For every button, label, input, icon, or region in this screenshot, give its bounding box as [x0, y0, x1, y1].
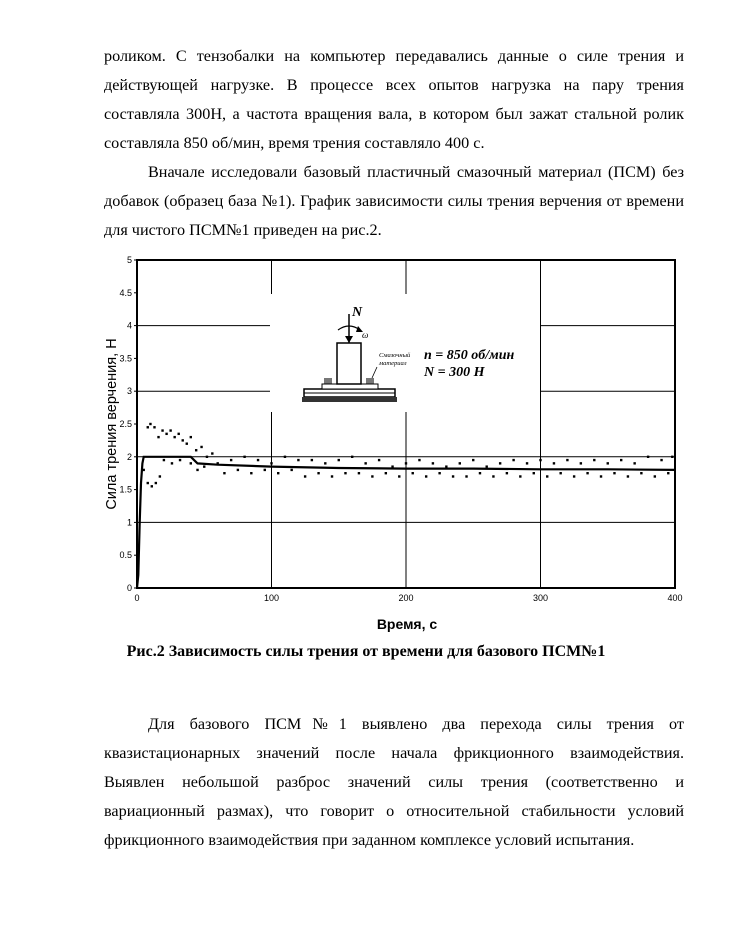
x-tick-label: 200 [398, 593, 414, 603]
friction-chart [96, 252, 696, 632]
data-point [270, 462, 272, 464]
data-point [607, 462, 609, 464]
data-point [371, 475, 373, 477]
data-point [169, 429, 171, 431]
inset-lubricant-left [324, 378, 332, 384]
data-point [539, 459, 541, 461]
x-axis-title: Время, с [376, 616, 438, 632]
x-tick-label: 100 [263, 593, 280, 603]
data-point [405, 462, 407, 464]
inset-base-hatch [302, 397, 397, 402]
data-point [459, 462, 461, 464]
data-point [378, 459, 380, 461]
data-point [667, 472, 669, 474]
inset-material-label-1: Смазочный [379, 352, 411, 359]
data-point [593, 459, 595, 461]
data-point [250, 472, 252, 474]
data-point [671, 456, 673, 458]
data-point [492, 475, 494, 477]
data-point [311, 459, 313, 461]
data-point [385, 472, 387, 474]
data-point [223, 472, 225, 474]
data-point [465, 475, 467, 477]
data-point [211, 452, 213, 454]
data-point [418, 459, 420, 461]
data-point [526, 462, 528, 464]
y-tick-label: 0 [126, 583, 132, 593]
data-point [159, 475, 161, 477]
data-point [479, 472, 481, 474]
data-point [660, 459, 662, 461]
y-tick-label: 2.5 [119, 419, 132, 429]
data-point [553, 462, 555, 464]
y-tick-label: 3 [126, 386, 132, 397]
data-point [627, 475, 629, 477]
y-tick-label: 1 [126, 517, 132, 528]
data-point [364, 462, 366, 464]
data-point [613, 472, 615, 474]
data-point [277, 472, 279, 474]
data-point [324, 462, 326, 464]
y-tick-label: 4 [126, 320, 132, 331]
data-point [284, 456, 286, 458]
data-point [304, 475, 306, 477]
inset-material-label-2: материал [379, 360, 407, 367]
data-point [264, 469, 266, 471]
data-point [338, 459, 340, 461]
y-tick-label: 2 [126, 451, 132, 462]
data-point [559, 472, 561, 474]
data-point [654, 475, 656, 477]
data-point [412, 472, 414, 474]
data-point [546, 475, 548, 477]
paragraph-1: роликом. С тензобалки на компьютер передавались данные о силе трения и действующей нагрузке. В процессе всех опытов нагрузка на пару трения составляла 300Н, а частота вращения вала, в котором был зажат стальной ролик составляла 850 об/мин, время трения составляло 400 с. [104, 47, 684, 152]
y-tick-label: 4.5 [119, 287, 132, 298]
data-point [358, 472, 360, 474]
data-point [519, 475, 521, 477]
data-point [165, 433, 167, 435]
data-point [573, 475, 575, 477]
data-point [438, 472, 440, 474]
data-point [432, 462, 434, 464]
inset-diagram [270, 294, 540, 412]
data-point [186, 442, 188, 444]
data-point [452, 475, 454, 477]
data-point [290, 469, 292, 471]
data-point [203, 465, 205, 467]
data-point [331, 475, 333, 477]
data-point [206, 456, 208, 458]
x-tick-label: 400 [667, 593, 683, 603]
data-point [155, 482, 157, 484]
data-point [195, 449, 197, 451]
data-point [182, 439, 184, 441]
inset-force-label: N [352, 305, 363, 320]
data-point [151, 485, 153, 487]
data-point [179, 459, 181, 461]
data-point [177, 433, 179, 435]
data-point [173, 436, 175, 438]
data-point [243, 456, 245, 458]
data-point [190, 462, 192, 464]
data-point [586, 472, 588, 474]
data-point [153, 426, 155, 428]
data-point [297, 459, 299, 461]
data-point [344, 472, 346, 474]
data-point [566, 459, 568, 461]
y-tick-label: 1.5 [119, 484, 132, 495]
inset-roller [337, 343, 361, 384]
data-point [600, 475, 602, 477]
data-point [157, 436, 159, 438]
figure-caption: Рис.2 Зависимость силы трения от времени для базового ПСМ№1 [126, 643, 606, 660]
data-point [640, 472, 642, 474]
data-point [147, 426, 149, 428]
data-point [196, 469, 198, 471]
paragraph-3: Для базового ПСМ№1 выявлено два перехода силы трения от квазистационарных значений после начала фрикционного взаимодействия. Выявлен небольшой разброс значений силы трения (соответственно и вариационный размах), что говорит о относительной стабильности условий фрикционного взаимодействия при заданном комплексе условий испытания. [104, 715, 684, 849]
y-tick-label: 0.5 [119, 550, 132, 561]
x-tick-label: 0 [134, 593, 140, 603]
data-point [351, 456, 353, 458]
data-point [230, 459, 232, 461]
data-point [161, 429, 163, 431]
data-point [190, 436, 192, 438]
inset-speed-text: n = 850 об/мин [424, 348, 515, 363]
data-point [580, 462, 582, 464]
data-point [445, 465, 447, 467]
data-point [533, 472, 535, 474]
paragraph-2: Вначале исследовали базовый пластичный смазочный материал (ПСМ) без добавок (образец база №1). График зависимости силы трения верчения от времени для чистого ПСМ№1 приведен на рис.2. [104, 163, 684, 239]
data-point [620, 459, 622, 461]
data-point [398, 475, 400, 477]
data-point [317, 472, 319, 474]
data-point [512, 459, 514, 461]
y-tick-label: 5 [126, 255, 132, 265]
inset-load-text: N = 300 Н [424, 365, 485, 380]
chart-svg [96, 252, 696, 632]
data-point [425, 475, 427, 477]
data-point [486, 465, 488, 467]
inset-lubricant-right [366, 378, 374, 384]
data-point [506, 472, 508, 474]
data-point [171, 462, 173, 464]
y-tick-label: 3.5 [119, 353, 132, 364]
data-point [472, 459, 474, 461]
data-point [499, 462, 501, 464]
x-tick-label: 300 [532, 593, 549, 603]
data-point [257, 459, 259, 461]
data-point [147, 482, 149, 484]
inset-omega-label: ω [362, 330, 369, 340]
data-point [163, 459, 165, 461]
y-axis-title: Сила трения верчения, Н [104, 338, 120, 510]
data-point [237, 469, 239, 471]
data-point [149, 423, 151, 425]
data-point [633, 462, 635, 464]
data-point [200, 446, 202, 448]
data-point [647, 456, 649, 458]
